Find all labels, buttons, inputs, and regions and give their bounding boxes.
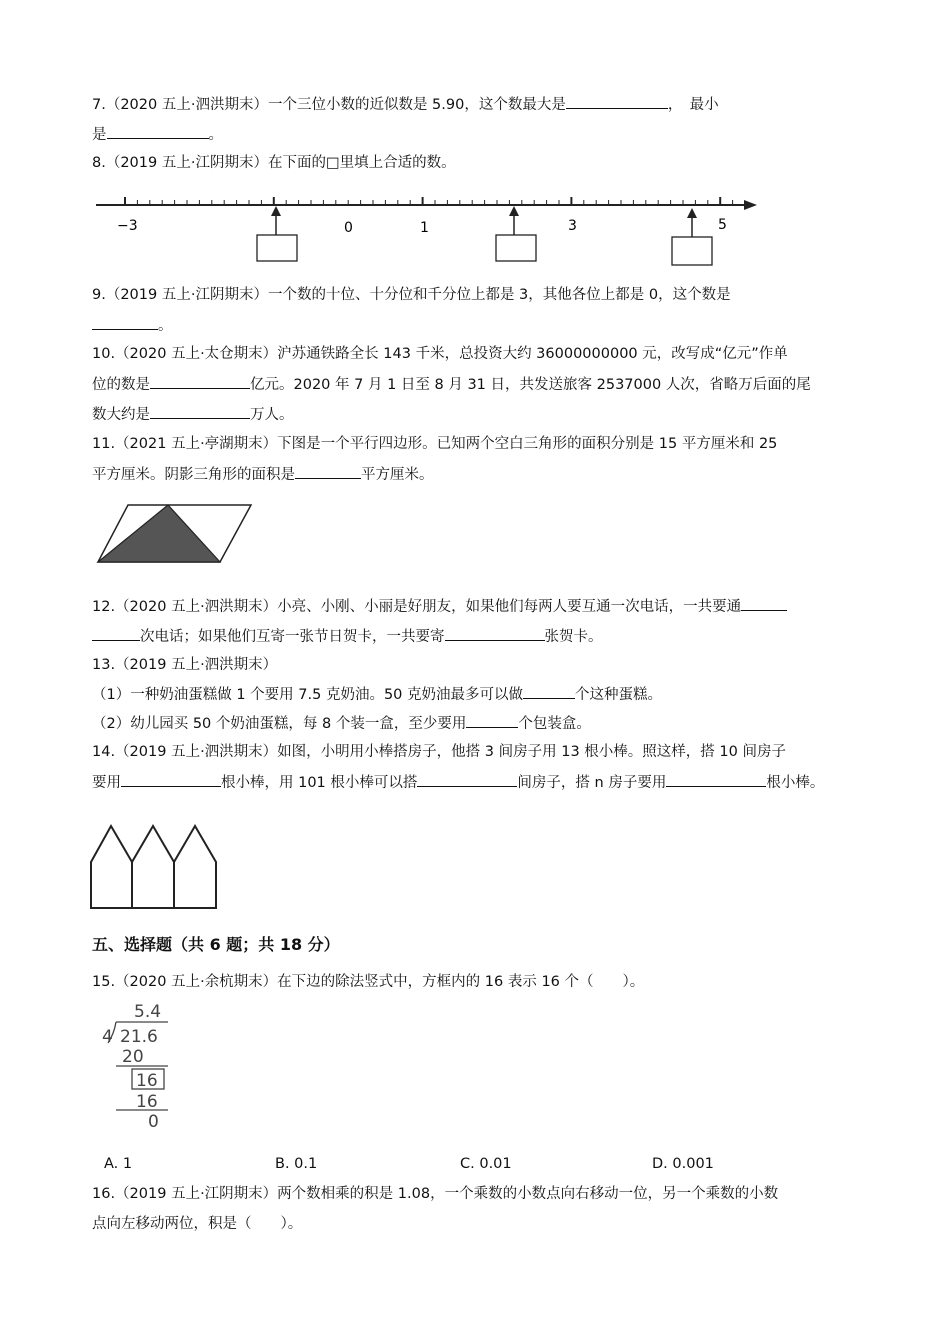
q15-option-b[interactable]: B. 0.1 [275, 1156, 318, 1172]
q14-text-2a: 要用 [92, 775, 121, 791]
q9-text-b: 。 [158, 318, 173, 334]
q10-text-2a: 位的数是 [92, 377, 150, 393]
houses-outline [91, 826, 216, 908]
long-division-figure [96, 998, 186, 1132]
parallelogram-figure [96, 502, 256, 566]
q12-line1 [92, 596, 787, 617]
q10-line2 [92, 374, 811, 395]
q13-text-2b: 个包装盒。 [518, 716, 591, 732]
q9-blank[interactable] [92, 315, 158, 330]
q10-line3 [92, 404, 294, 425]
q16-line2: 点向左移动两位，积是（ ）。 [92, 1216, 303, 1232]
q12-text-1: 12.（2020 五上·泗洪期末）小亮、小刚、小丽是好朋友，如果他们每两人要互通一次电话，一共要通 [92, 599, 742, 615]
answer-box-2[interactable] [496, 235, 536, 261]
label-minus3: −3 [117, 218, 138, 234]
q12-blank-1a[interactable] [741, 596, 787, 611]
q15-text: 15.（2020 五上·余杭期末）在下边的除法竖式中，方框内的 16 表示 16 个（ ）。 [92, 974, 645, 990]
q12-blank-1b[interactable] [92, 626, 140, 641]
q10-text-3a: 数大约是 [92, 407, 150, 423]
section-5-title: 五、选择题（共 6 题；共 18 分） [92, 935, 340, 954]
q14-line1: 14.（2019 五上·泗洪期末）如图，小明用小棒搭房子，他搭 3 间房子用 13 根小棒。照这样，搭 10 间房子 [92, 744, 786, 760]
q14-line2 [92, 772, 824, 793]
q15-option-d[interactable]: D. 0.001 [652, 1156, 714, 1172]
q14-blank-1[interactable] [121, 772, 221, 787]
q11-line1: 11.（2021 五上·亭湖期末）下图是一个平行四边形。已知两个空白三角形的面积分别是 15 平方厘米和 25 [92, 436, 778, 452]
label-1: 1 [420, 220, 429, 236]
q7-blank-max[interactable] [566, 94, 668, 109]
q14-text-2d: 根小棒。 [766, 775, 825, 791]
q11-blank[interactable] [295, 464, 361, 479]
q7-text-a: 7.（2020 五上·泗洪期末）一个三位小数的近似数是 5.90，这个数最大是 [92, 97, 566, 113]
q13-blank-2[interactable] [466, 713, 518, 728]
q7-line2 [92, 124, 223, 145]
q10-text-3b: 万人。 [250, 407, 294, 423]
arrow-head-3 [687, 208, 697, 218]
answer-box-3[interactable] [672, 237, 712, 265]
q13-title: 13.（2019 五上·泗洪期末） [92, 657, 278, 673]
q13-part1 [92, 684, 662, 705]
division-divisor: 4 [102, 1027, 113, 1047]
q13-text-1a: （1）一种奶油蛋糕做 1 个要用 7.5 克奶油。50 克奶油最多可以做 [92, 687, 524, 703]
q11-text-2a: 平方厘米。阴影三角形的面积是 [92, 467, 295, 483]
q7-line1 [92, 94, 719, 115]
division-boxed-16: 16 [136, 1071, 158, 1091]
q11-text-2b: 平方厘米。 [361, 467, 434, 483]
division-dividend: 21.6 [120, 1027, 158, 1047]
label-5: 5 [718, 217, 727, 233]
q8-text: 8.（2019 五上·江阴期末）在下面的□里填上合适的数。 [92, 155, 456, 171]
q10-text-2b: 亿元。2020 年 7 月 1 日至 8 月 31 日，共发送旅客 2537000 人次，省略万后面的尾 [250, 377, 811, 393]
q14-text-2c: 间房子，搭 n 房子要用 [517, 775, 667, 791]
q9-line2 [92, 315, 173, 336]
houses-figure [88, 822, 222, 912]
division-quotient: 5.4 [134, 1002, 162, 1022]
q12-blank-2[interactable] [445, 626, 545, 641]
arrow-head-1 [271, 206, 281, 216]
q16-line1: 16.（2019 五上·江阴期末）两个数相乘的积是 1.08，一个乘数的小数点向右移动一位，另一个乘数的小数 [92, 1186, 779, 1202]
label-3: 3 [568, 218, 577, 234]
q9-line1: 9.（2019 五上·江阴期末）一个数的十位、十分位和千分位上都是 3，其他各位上都是 0，这个数是 [92, 287, 731, 303]
q14-blank-3[interactable] [666, 772, 766, 787]
q7-text-b: ， 最小 [667, 97, 719, 113]
q10-line1: 10.（2020 五上·太仓期末）沪苏通铁路全长 143 千米，总投资大约 36000000000 元，改写成“亿元”作单 [92, 346, 788, 362]
q7-text-c: 是 [92, 127, 107, 143]
q14-blank-2[interactable] [417, 772, 517, 787]
q12-text-2a: 次电话；如果他们互寄一张节日贺卡，一共要寄 [140, 629, 445, 645]
q12-line2 [92, 626, 603, 647]
q13-text-1b: 个这种蛋糕。 [575, 687, 663, 703]
q10-blank-1[interactable] [150, 374, 250, 389]
q15-option-a[interactable]: A. 1 [104, 1156, 133, 1172]
q13-blank-1[interactable] [523, 684, 575, 699]
q13-text-2a: （2）幼儿园买 50 个奶油蛋糕，每 8 个装一盒，至少要用 [92, 716, 467, 732]
q10-blank-2[interactable] [150, 404, 250, 419]
division-step-20: 20 [122, 1047, 144, 1067]
label-0: 0 [344, 220, 353, 236]
number-line-arrowhead [744, 200, 757, 210]
q11-line2 [92, 464, 434, 485]
division-remainder: 0 [148, 1112, 159, 1132]
q7-blank-min[interactable] [107, 124, 209, 139]
q12-text-2b: 张贺卡。 [544, 629, 603, 645]
division-step-16: 16 [136, 1092, 158, 1112]
number-line-figure [92, 185, 762, 270]
q13-part2 [92, 713, 591, 734]
q14-text-2b: 根小棒，用 101 根小棒可以搭 [221, 775, 418, 791]
q15-option-c[interactable]: C. 0.01 [460, 1156, 512, 1172]
q7-text-d: 。 [208, 127, 223, 143]
answer-box-1[interactable] [257, 235, 297, 261]
number-line-ticks [125, 197, 733, 205]
arrow-head-2 [509, 206, 519, 216]
